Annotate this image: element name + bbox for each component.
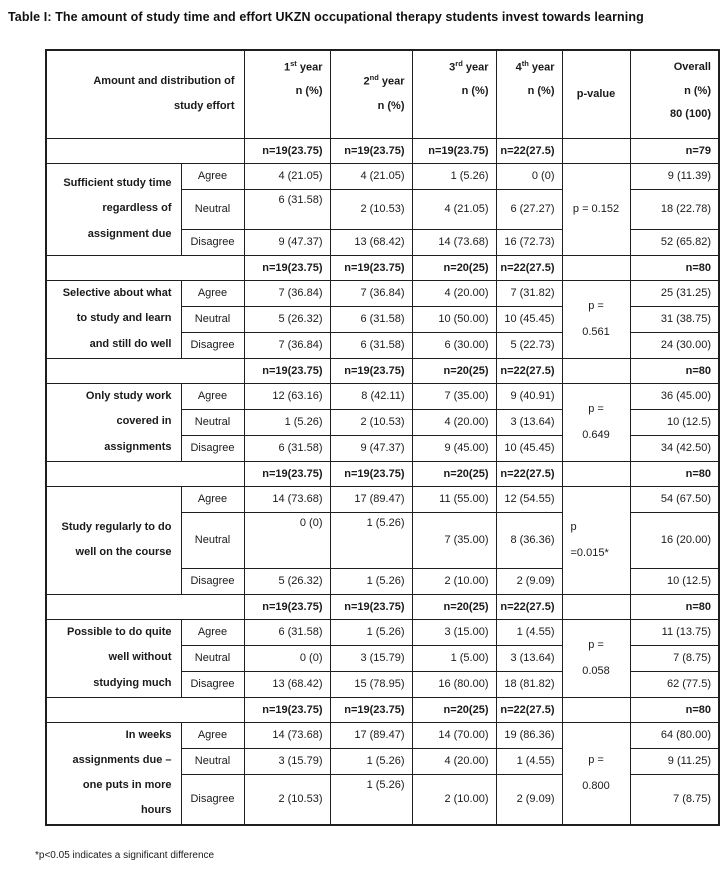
value-cell: 7 (36.84) bbox=[330, 280, 412, 306]
col-header-year-3 bbox=[412, 50, 496, 138]
value-cell: 5 (26.32) bbox=[244, 568, 330, 594]
empty-cell bbox=[46, 358, 244, 383]
value-cell: 12 (54.55) bbox=[496, 486, 562, 512]
col-header-year-1 bbox=[244, 50, 330, 138]
empty-cell bbox=[46, 461, 244, 486]
overall-cell: 16 (20.00) bbox=[630, 512, 719, 568]
value-cell: 14 (73.68) bbox=[244, 722, 330, 748]
response-label-cell: Agree bbox=[181, 486, 244, 512]
n-count-cell: n=22(27.5) bbox=[496, 461, 562, 486]
p-value-cell: p = 0.800 bbox=[562, 722, 630, 825]
col-header-year-2 bbox=[330, 50, 412, 138]
overall-cell: 10 (12.5) bbox=[630, 409, 719, 435]
value-cell: 4 (21.05) bbox=[412, 189, 496, 229]
sample-size-row bbox=[46, 358, 719, 383]
p-value-cell: p = 0.561 bbox=[562, 280, 630, 358]
year-1-label: 1st year bbox=[284, 59, 323, 74]
value-cell: 1 (5.26) bbox=[244, 409, 330, 435]
response-label-cell: Disagree bbox=[181, 435, 244, 461]
n-count-cell: n=22(27.5) bbox=[496, 255, 562, 280]
n-count-cell: n=19(23.75) bbox=[330, 697, 412, 722]
empty-pvalue-cell bbox=[562, 594, 630, 619]
overall-cell: 9 (11.39) bbox=[630, 163, 719, 189]
value-cell: 14 (70.00) bbox=[412, 722, 496, 748]
p-value-cell: p = 0.058 bbox=[562, 619, 630, 697]
statement-cell: Only study work covered in assignments bbox=[46, 383, 181, 461]
value-cell: 9 (40.91) bbox=[496, 383, 562, 409]
n-overall-cell: n=80 bbox=[630, 594, 719, 619]
n-count-cell: n=19(23.75) bbox=[244, 697, 330, 722]
value-cell: 4 (21.05) bbox=[330, 163, 412, 189]
value-cell: 17 (89.47) bbox=[330, 486, 412, 512]
data-row bbox=[46, 619, 719, 645]
col-header-pvalue: p-value bbox=[562, 50, 630, 138]
col-header-statement-line2: study effort bbox=[174, 100, 235, 113]
sample-size-row bbox=[46, 461, 719, 486]
value-cell: 7 (35.00) bbox=[412, 383, 496, 409]
empty-cell bbox=[46, 138, 244, 163]
overall-line1: Overall bbox=[673, 61, 711, 73]
table-title: Table I: The amount of study time and effort UKZN occupational therapy students invest towards learning bbox=[8, 10, 644, 24]
value-cell: 10 (45.45) bbox=[496, 435, 562, 461]
response-label-cell: Disagree bbox=[181, 671, 244, 697]
overall-cell: 10 (12.5) bbox=[630, 568, 719, 594]
overall-cell: 25 (31.25) bbox=[630, 280, 719, 306]
n-count-cell: n=20(25) bbox=[412, 594, 496, 619]
response-label-cell: Agree bbox=[181, 280, 244, 306]
value-cell: 7 (31.82) bbox=[496, 280, 562, 306]
overall-line2: n (%) bbox=[684, 84, 711, 97]
study-effort-table bbox=[45, 49, 720, 826]
value-cell: 1 (4.55) bbox=[496, 619, 562, 645]
value-cell: 6 (27.27) bbox=[496, 189, 562, 229]
response-label-cell: Neutral bbox=[181, 645, 244, 671]
col-header-overall bbox=[630, 50, 719, 138]
value-cell: 7 (36.84) bbox=[244, 332, 330, 358]
value-cell: 6 (31.58) bbox=[244, 189, 330, 229]
value-cell: 1 (5.26) bbox=[412, 163, 496, 189]
n-count-cell: n=19(23.75) bbox=[330, 594, 412, 619]
value-cell: 4 (21.05) bbox=[244, 163, 330, 189]
response-label-cell: Agree bbox=[181, 619, 244, 645]
value-cell: 2 (10.00) bbox=[412, 774, 496, 824]
value-cell: 9 (47.37) bbox=[244, 229, 330, 255]
value-cell: 1 (5.26) bbox=[330, 512, 412, 568]
response-label-cell: Agree bbox=[181, 163, 244, 189]
value-cell: 1 (5.00) bbox=[412, 645, 496, 671]
value-cell: 6 (31.58) bbox=[330, 332, 412, 358]
value-cell: 10 (45.45) bbox=[496, 306, 562, 332]
response-label-cell: Neutral bbox=[181, 409, 244, 435]
value-cell: 15 (78.95) bbox=[330, 671, 412, 697]
value-cell: 14 (73.68) bbox=[412, 229, 496, 255]
overall-cell: 62 (77.5) bbox=[630, 671, 719, 697]
value-cell: 1 (5.26) bbox=[330, 748, 412, 774]
value-cell: 4 (20.00) bbox=[412, 748, 496, 774]
year-4-npct: n (%) bbox=[527, 85, 555, 98]
empty-pvalue-cell bbox=[562, 138, 630, 163]
empty-pvalue-cell bbox=[562, 697, 630, 722]
n-count-cell: n=22(27.5) bbox=[496, 358, 562, 383]
sample-size-row bbox=[46, 255, 719, 280]
empty-cell bbox=[46, 255, 244, 280]
value-cell: 3 (15.00) bbox=[412, 619, 496, 645]
n-count-cell: n=19(23.75) bbox=[330, 461, 412, 486]
empty-pvalue-cell bbox=[562, 255, 630, 280]
n-count-cell: n=20(25) bbox=[412, 255, 496, 280]
col-header-year-4 bbox=[496, 50, 562, 138]
statement-cell: In weeks assignments due – one puts in more hours bbox=[46, 722, 181, 825]
n-count-cell: n=19(23.75) bbox=[330, 358, 412, 383]
data-row bbox=[46, 383, 719, 409]
n-count-cell: n=22(27.5) bbox=[496, 594, 562, 619]
overall-cell: 7 (8.75) bbox=[630, 645, 719, 671]
empty-pvalue-cell bbox=[562, 358, 630, 383]
value-cell: 1 (5.26) bbox=[330, 568, 412, 594]
n-overall-cell: n=80 bbox=[630, 697, 719, 722]
n-count-cell: n=20(25) bbox=[412, 697, 496, 722]
overall-cell: 9 (11.25) bbox=[630, 748, 719, 774]
overall-cell: 52 (65.82) bbox=[630, 229, 719, 255]
p-value-cell: p = 0.152 bbox=[562, 163, 630, 255]
value-cell: 3 (15.79) bbox=[330, 645, 412, 671]
n-overall-cell: n=80 bbox=[630, 461, 719, 486]
value-cell: 0 (0) bbox=[244, 645, 330, 671]
empty-cell bbox=[46, 697, 244, 722]
response-label-cell: Agree bbox=[181, 383, 244, 409]
value-cell: 2 (10.00) bbox=[412, 568, 496, 594]
year-4-label: 4th year bbox=[515, 59, 555, 74]
col-header-statement-line1: Amount and distribution of bbox=[93, 74, 235, 87]
n-count-cell: n=22(27.5) bbox=[496, 138, 562, 163]
header-row bbox=[46, 50, 719, 138]
value-cell: 13 (68.42) bbox=[330, 229, 412, 255]
n-count-cell: n=19(23.75) bbox=[244, 594, 330, 619]
value-cell: 19 (86.36) bbox=[496, 722, 562, 748]
value-cell: 13 (68.42) bbox=[244, 671, 330, 697]
value-cell: 8 (42.11) bbox=[330, 383, 412, 409]
value-cell: 16 (72.73) bbox=[496, 229, 562, 255]
n-count-cell: n=19(23.75) bbox=[244, 358, 330, 383]
overall-cell: 34 (42.50) bbox=[630, 435, 719, 461]
empty-cell bbox=[46, 594, 244, 619]
n-count-cell: n=19(23.75) bbox=[412, 138, 496, 163]
n-count-cell: n=20(25) bbox=[412, 358, 496, 383]
year-2-npct: n (%) bbox=[377, 99, 405, 112]
response-label-cell: Disagree bbox=[181, 568, 244, 594]
data-row bbox=[46, 722, 719, 748]
value-cell: 3 (13.64) bbox=[496, 409, 562, 435]
value-cell: 6 (30.00) bbox=[412, 332, 496, 358]
statement-cell: Sufficient study time regardless of assignment due bbox=[46, 163, 181, 255]
overall-line3: 80 (100) bbox=[670, 108, 711, 121]
n-count-cell: n=19(23.75) bbox=[244, 255, 330, 280]
n-count-cell: n=19(23.75) bbox=[244, 461, 330, 486]
value-cell: 7 (35.00) bbox=[412, 512, 496, 568]
empty-pvalue-cell bbox=[562, 461, 630, 486]
response-label-cell: Disagree bbox=[181, 332, 244, 358]
overall-cell: 54 (67.50) bbox=[630, 486, 719, 512]
year-3-label: 3rd year bbox=[449, 59, 489, 74]
statement-cell: Possible to do quite well without studying much bbox=[46, 619, 181, 697]
value-cell: 3 (13.64) bbox=[496, 645, 562, 671]
value-cell: 0 (0) bbox=[496, 163, 562, 189]
response-label-cell: Disagree bbox=[181, 774, 244, 824]
sample-size-row bbox=[46, 594, 719, 619]
n-overall-cell: n=79 bbox=[630, 138, 719, 163]
response-label-cell: Neutral bbox=[181, 306, 244, 332]
n-count-cell: n=22(27.5) bbox=[496, 697, 562, 722]
value-cell: 11 (55.00) bbox=[412, 486, 496, 512]
value-cell: 8 (36.36) bbox=[496, 512, 562, 568]
overall-cell: 24 (30.00) bbox=[630, 332, 719, 358]
overall-cell: 31 (38.75) bbox=[630, 306, 719, 332]
year-2-label: 2nd year bbox=[363, 73, 405, 88]
value-cell: 16 (80.00) bbox=[412, 671, 496, 697]
value-cell: 9 (47.37) bbox=[330, 435, 412, 461]
response-label-cell: Neutral bbox=[181, 512, 244, 568]
value-cell: 2 (10.53) bbox=[244, 774, 330, 824]
value-cell: 7 (36.84) bbox=[244, 280, 330, 306]
value-cell: 6 (31.58) bbox=[244, 435, 330, 461]
data-row bbox=[46, 280, 719, 306]
value-cell: 5 (22.73) bbox=[496, 332, 562, 358]
response-label-cell: Disagree bbox=[181, 229, 244, 255]
overall-cell: 64 (80.00) bbox=[630, 722, 719, 748]
year-1-npct: n (%) bbox=[295, 85, 323, 98]
value-cell: 2 (9.09) bbox=[496, 774, 562, 824]
value-cell: 18 (81.82) bbox=[496, 671, 562, 697]
value-cell: 3 (15.79) bbox=[244, 748, 330, 774]
p-value-cell: p =0.015* bbox=[562, 486, 630, 594]
value-cell: 4 (20.00) bbox=[412, 280, 496, 306]
n-count-cell: n=19(23.75) bbox=[330, 138, 412, 163]
value-cell: 6 (31.58) bbox=[330, 306, 412, 332]
value-cell: 6 (31.58) bbox=[244, 619, 330, 645]
sample-size-row bbox=[46, 697, 719, 722]
value-cell: 1 (5.26) bbox=[330, 619, 412, 645]
n-count-cell: n=19(23.75) bbox=[244, 138, 330, 163]
value-cell: 5 (26.32) bbox=[244, 306, 330, 332]
value-cell: 17 (89.47) bbox=[330, 722, 412, 748]
value-cell: 10 (50.00) bbox=[412, 306, 496, 332]
significance-footnote: *p<0.05 indicates a significant difference bbox=[35, 849, 215, 861]
value-cell: 12 (63.16) bbox=[244, 383, 330, 409]
value-cell: 2 (9.09) bbox=[496, 568, 562, 594]
n-count-cell: n=20(25) bbox=[412, 461, 496, 486]
statement-cell: Selective about what to study and learn and still do well bbox=[46, 280, 181, 358]
data-row bbox=[46, 486, 719, 512]
overall-cell: 7 (8.75) bbox=[630, 774, 719, 824]
response-label-cell: Neutral bbox=[181, 748, 244, 774]
value-cell: 1 (4.55) bbox=[496, 748, 562, 774]
response-label-cell: Agree bbox=[181, 722, 244, 748]
col-header-statement bbox=[46, 50, 244, 138]
data-row bbox=[46, 163, 719, 189]
n-count-cell: n=19(23.75) bbox=[330, 255, 412, 280]
value-cell: 0 (0) bbox=[244, 512, 330, 568]
p-value-cell: p = 0.649 bbox=[562, 383, 630, 461]
value-cell: 14 (73.68) bbox=[244, 486, 330, 512]
overall-cell: 11 (13.75) bbox=[630, 619, 719, 645]
statement-cell: Study regularly to do well on the course bbox=[46, 486, 181, 594]
value-cell: 2 (10.53) bbox=[330, 409, 412, 435]
value-cell: 2 (10.53) bbox=[330, 189, 412, 229]
value-cell: 9 (45.00) bbox=[412, 435, 496, 461]
sample-size-row bbox=[46, 138, 719, 163]
n-overall-cell: n=80 bbox=[630, 255, 719, 280]
n-overall-cell: n=80 bbox=[630, 358, 719, 383]
response-label-cell: Neutral bbox=[181, 189, 244, 229]
value-cell: 1 (5.26) bbox=[330, 774, 412, 824]
value-cell: 4 (20.00) bbox=[412, 409, 496, 435]
overall-cell: 18 (22.78) bbox=[630, 189, 719, 229]
overall-cell: 36 (45.00) bbox=[630, 383, 719, 409]
year-3-npct: n (%) bbox=[461, 85, 489, 98]
